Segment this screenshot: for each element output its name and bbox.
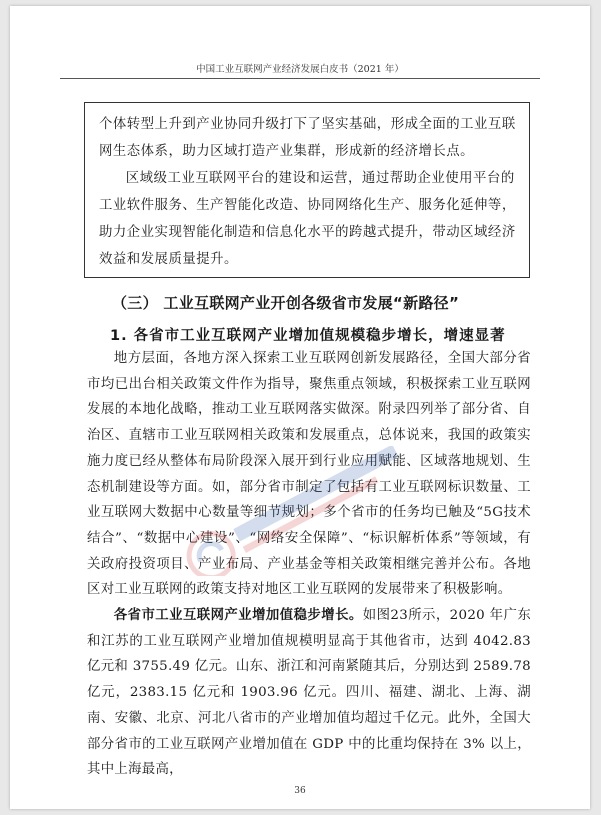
box-paragraph: 区域级工业互联网平台的建设和运营，通过帮助企业使用平台的工业软件服务、生产智能化改造、协同网络化生产、服务化延伸等，助力企业实现智能化制造和信息化水平的跨越式提升，带动区域经济效益和发展质量提升。 — [99, 171, 516, 267]
body-paragraph — [87, 603, 531, 783]
running-header: 中国工业互联网产业经济发展白皮书（2021 年） — [196, 64, 404, 75]
document-page — [10, 6, 590, 809]
subsection-heading: 1. 各省市工业互联网产业增加值规模稳步增长，增速显著 — [110, 328, 506, 344]
page-number: 36 — [294, 786, 306, 796]
header-rule — [60, 78, 540, 79]
body-text — [87, 346, 531, 783]
paragraph-text: 如图23所示，2020 年广东和江苏的工业互联网产业增加值规模明显高于其他省市，达到 4042.83 亿元和 3755.49 亿元。山东、浙江和河南紧随其后，分别达到 2589.78 亿元，2383.15 亿元和 1903.96 亿元。四川、福建、湖北、上海、湖南、安徽、北京、河北八省市的产业增加值均超过千亿元。此外，全国大部分省市的工业互联网产业增加值在 GDP 中的比重均保持在 3% 以上，其中上海最高， — [87, 608, 532, 778]
box-paragraph: 个体转型上升到产业协同升级打下了坚实基础，形成全面的工业互联网生态体系，助力区域打造产业集群，形成新的经济增长点。 — [99, 117, 516, 159]
section-heading: （三） 工业互联网产业开创各级省市发展“新路径” — [112, 294, 460, 312]
paragraph-lead-bold: 各省市工业互联网产业增加值稳步增长。 — [113, 607, 363, 624]
body-paragraph: 地方层面，各地方深入探索工业互联网创新发展路径，全国大部分省市均已出台相关政策文件作为指导，聚焦重点领域，积极探索工业互联网发展的本地化战略，推动工业互联网落实做深。附录四列举了部分省、自治区、直辖市工业互联网相关政策和发展重点，总体说来，我国的政策实施力度已经从整体布局阶段深入展开到行业应用赋能、区域落地规划、生态机制建设等方面。如，部分省市制定了包括有工业互联网标识数量、工业互联网大数据中心数量等细节规划；多个省市的任务均已触及“5G技术结合”、“数据中心建设”、“网络安全保障”、“标识解析体系”等领域，有关政府投资项目、产业布局、产业基金等相关政策相继完善并公布。各地区对工业互联网的政策支持对地区工业互联网的发展带来了积极影响。 — [87, 351, 531, 598]
boxed-excerpt — [84, 102, 530, 278]
